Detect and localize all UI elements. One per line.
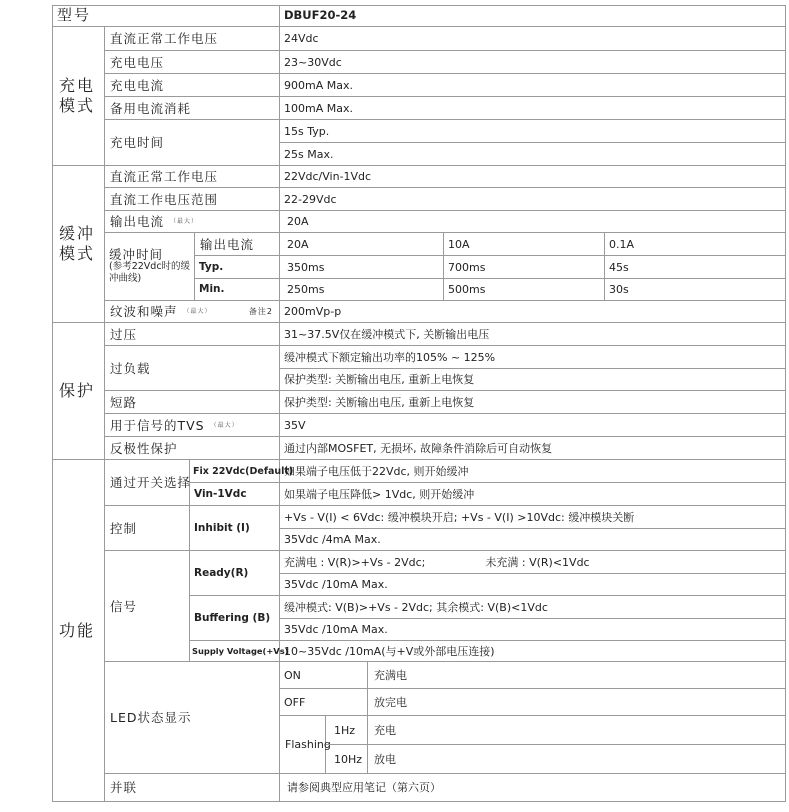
buffer-time-label	[105, 233, 195, 301]
ready-value-full: 充满电 : V(R)>+Vs - 2Vdc;	[284, 555, 426, 569]
led-1hz-desc: 充电	[368, 716, 786, 745]
charge-voltage-label: 直流正常工作电压	[105, 27, 280, 51]
buffer-current-note: （最大）	[170, 218, 199, 225]
buffer-voltage-value: 22Vdc/Vin-1Vdc	[280, 166, 786, 188]
signal-label: 信号	[105, 551, 190, 662]
supply-voltage-label: Supply Voltage(+Vs)	[190, 641, 280, 662]
buffer-current-text: 输出电流	[110, 214, 165, 229]
charging-voltage-label: 充电电压	[105, 51, 280, 74]
overload-value-2: 保护类型: 关断输出电压, 重新上电恢复	[280, 369, 786, 391]
inhibit-value-1: +Vs - V(I) < 6Vdc: 缓冲模块开启; +Vs - V(I) >10Vdc: 缓冲模块关断	[280, 506, 786, 529]
ready-label: Ready(R)	[190, 551, 280, 596]
led-off-label: OFF	[280, 689, 368, 716]
led-flashing-label: Flashing	[280, 716, 326, 774]
buffer-range-label: 直流工作电压范围	[105, 188, 280, 211]
standby-current-label: 备用电流消耗	[105, 97, 280, 120]
switch-vin-value: 如果端子电压降低> 1Vdc, 则开始缓冲	[280, 483, 786, 506]
switch-select-label: 通过开关选择	[105, 460, 190, 506]
led-1hz-label: 1Hz	[326, 716, 368, 745]
charging-time-label: 充电时间	[105, 120, 280, 166]
buffer-out-2: 10A	[444, 233, 605, 256]
short-circuit-value: 保护类型: 关断输出电压, 重新上电恢复	[280, 391, 786, 414]
charging-current-label: 充电电流	[105, 74, 280, 97]
buffer-current-value: 20A	[280, 211, 786, 233]
switch-fix-value: 如果端子电压低于22Vdc, 则开始缓冲	[280, 460, 786, 483]
section-function: 功能	[53, 460, 105, 802]
section-charge-mode: 充电 模式	[53, 27, 105, 166]
led-on-label: ON	[280, 662, 368, 689]
buffering-label: Buffering (B)	[190, 596, 280, 641]
parallel-label: 并联	[105, 774, 280, 802]
tvs-note: （最大）	[210, 421, 239, 429]
charging-current-value: 900mA Max.	[280, 74, 786, 97]
ripple-ref: 备注2	[248, 307, 273, 316]
short-circuit-label: 短路	[105, 391, 280, 414]
led-on-desc: 充满电	[368, 662, 786, 689]
header-label: 型号	[53, 5, 280, 27]
buffering-value-1: 缓冲模式: V(B)>+Vs - 2Vdc; 其余模式: V(B)<1Vdc	[280, 596, 786, 619]
ready-value-2: 35Vdc /10mA Max.	[280, 574, 786, 596]
buffer-range-value: 22-29Vdc	[280, 188, 786, 211]
section-buffer-mode: 缓冲 模式	[53, 166, 105, 323]
ripple-value: 200mVp-p	[280, 301, 786, 323]
tvs-value: 35V	[280, 414, 786, 437]
overload-value-1: 缓冲模式下额定输出功率的105% ~ 125%	[280, 346, 786, 369]
buffer-time-text: 缓冲时间	[109, 247, 164, 262]
section-protection: 保护	[53, 323, 105, 460]
control-label: 控制	[105, 506, 190, 551]
buffer-min-2: 500ms	[444, 279, 605, 301]
buffer-time-out-label: 输出电流	[195, 233, 280, 256]
overload-label: 过负载	[105, 346, 280, 391]
tvs-label	[105, 414, 280, 437]
led-off-desc: 放完电	[368, 689, 786, 716]
switch-fix-label: Fix 22Vdc(Default)	[190, 460, 280, 483]
buffer-current-label	[105, 211, 280, 233]
buffer-time-typ-label: Typ.	[195, 256, 280, 279]
inhibit-label: Inhibit (I)	[190, 506, 280, 551]
buffer-out-1: 20A	[280, 233, 444, 256]
buffer-time-sub: (参考22Vdc时的缓冲曲线)	[109, 261, 191, 284]
led-status-label: LED状态显示	[105, 662, 280, 774]
led-10hz-desc: 放电	[368, 745, 786, 774]
charging-time-max: 25s Max.	[280, 143, 786, 166]
ripple-note: （最大）	[183, 308, 212, 315]
charge-voltage-value: 24Vdc	[280, 27, 786, 51]
buffer-time-min-label: Min.	[195, 279, 280, 301]
led-10hz-label: 10Hz	[326, 745, 368, 774]
buffer-typ-1: 350ms	[280, 256, 444, 279]
ready-value-1	[280, 551, 786, 574]
model-value: DBUF20-24	[280, 5, 786, 27]
charging-voltage-value: 23~30Vdc	[280, 51, 786, 74]
reverse-polarity-value: 通过内部MOSFET, 无损坏, 故障条件消除后可自动恢复	[280, 437, 786, 460]
overvoltage-label: 过压	[105, 323, 280, 346]
tvs-text: 用于信号的TVS	[110, 417, 205, 433]
switch-vin-label: Vin-1Vdc	[190, 483, 280, 506]
supply-voltage-value: 10~35Vdc /10mA(与+V或外部电压连接)	[280, 641, 786, 662]
ripple-label	[105, 301, 280, 323]
buffer-min-1: 250ms	[280, 279, 444, 301]
reverse-polarity-label: 反极性保护	[105, 437, 280, 460]
buffer-out-3: 0.1A	[605, 233, 786, 256]
buffering-value-2: 35Vdc /10mA Max.	[280, 619, 786, 641]
buffer-voltage-label: 直流正常工作电压	[105, 166, 280, 188]
buffer-typ-2: 700ms	[444, 256, 605, 279]
overvoltage-value: 31~37.5V仅在缓冲模式下, 关断输出电压	[280, 323, 786, 346]
buffer-typ-3: 45s	[605, 256, 786, 279]
ready-value-notfull: 未充满 : V(R)<1Vdc	[485, 555, 590, 569]
buffer-min-3: 30s	[605, 279, 786, 301]
charging-time-typ: 15s Typ.	[280, 120, 786, 143]
ripple-text: 纹波和噪声	[110, 304, 178, 319]
inhibit-value-2: 35Vdc /4mA Max.	[280, 529, 786, 551]
parallel-value: 请参阅典型应用笔记（第六页）	[280, 774, 786, 802]
standby-current-value: 100mA Max.	[280, 97, 786, 120]
